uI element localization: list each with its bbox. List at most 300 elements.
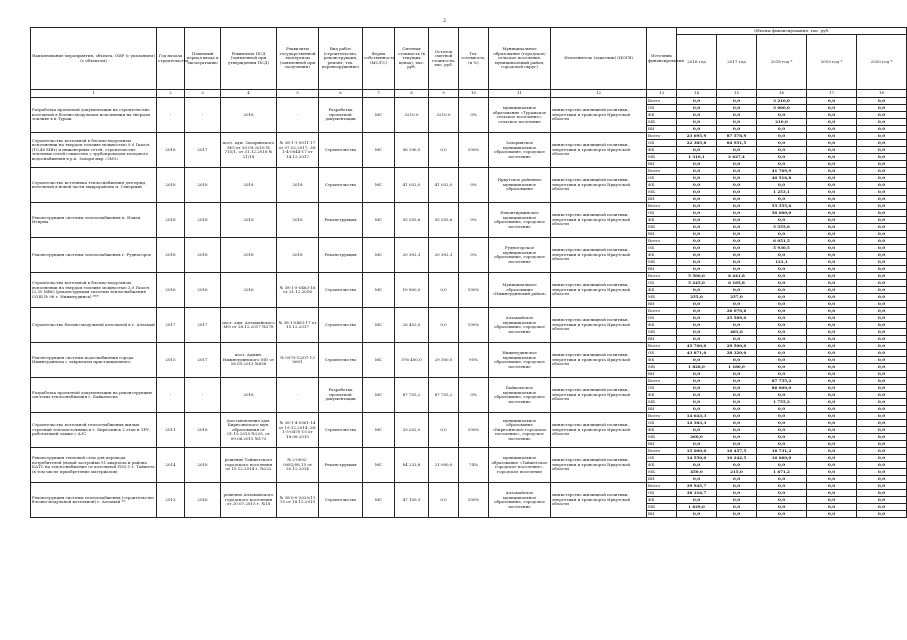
remaining-cost: 87 755,2: [429, 378, 459, 413]
funding-source: Всего: [647, 413, 677, 420]
funding-value: 0,0: [717, 511, 757, 518]
header-cell: Муниципальное образование (городское/сельское поселение, муниципальный район, городской округ): [489, 28, 551, 90]
municipality: Нижнеудинское муниципальное образование, городское поселение: [489, 343, 551, 378]
executor: министерство жилищной политики, энергетики и транспорта Иркутской области: [551, 378, 647, 413]
object-name: Строительство котельной в блочно-модульном исполнении на твердом топливе мощностью 9,0 Гкал/ч (10,46 МВт) и инженерных сетей, строительство тепловых сетей совместно с трубопроводом холодного водоснабжения в р.п. Залари мкр «ЗМЗ»: [31, 133, 157, 168]
funding-value: 0,0: [757, 231, 807, 238]
funding-value: 0,0: [717, 266, 757, 273]
funding-value: 22 385,8: [677, 140, 717, 147]
funding-value: 0,0: [677, 378, 717, 385]
funding-value: 0,0: [757, 315, 807, 322]
funding-source: Всего: [647, 203, 677, 210]
funding-value: 0,0: [807, 126, 857, 133]
funding-value: 0,0: [857, 455, 907, 462]
remaining-cost: 21 000,0: [429, 448, 459, 483]
funding-value: 0,0: [757, 420, 807, 427]
funding-value: 0,0: [757, 112, 807, 119]
work-type: Строительство: [319, 308, 363, 343]
funding-source: ВИ: [647, 371, 677, 378]
funding-value: 0,0: [857, 504, 907, 511]
funding-value: 0,0: [757, 252, 807, 259]
object-name: Реконструкция системы теплоснабжения г. Рудногорск: [31, 238, 157, 273]
funding-value: 0,0: [717, 483, 757, 490]
funding-value: 0,0: [717, 119, 757, 126]
funding-source: Всего: [647, 273, 677, 280]
psd-details: 2018: [221, 203, 277, 238]
funding-value: 0,0: [677, 252, 717, 259]
executor: министерство жилищной политики, энергетики и транспорта Иркутской области: [551, 448, 647, 483]
funding-value: 29 500,0: [717, 343, 757, 350]
funding-value: 0,0: [857, 497, 907, 504]
funding-value: 450,0: [677, 469, 717, 476]
funding-value: 0,0: [677, 147, 717, 154]
funding-value: 0,0: [807, 147, 857, 154]
funding-value: 0,0: [807, 217, 857, 224]
work-type: Строительство: [319, 133, 363, 168]
remaining-cost: 0,0: [429, 483, 459, 518]
funding-value: 0,0: [677, 462, 717, 469]
object-name: Реконструкция системы водоснабжения города Нижнеудинска с закрытием пристанционного: [31, 343, 157, 378]
funding-value: 0,0: [717, 301, 757, 308]
funding-value: 121,1: [757, 259, 807, 266]
funding-value: 0,0: [807, 105, 857, 112]
year-header: 2020 год *: [857, 35, 907, 90]
funding-value: 0,0: [857, 434, 907, 441]
funding-value: 0,0: [757, 322, 807, 329]
funding-value: 0,0: [857, 245, 907, 252]
funding-source: МБ: [647, 154, 677, 161]
expertise-details: -: [277, 98, 319, 133]
funding-value: 0,0: [677, 301, 717, 308]
table-row: [31, 448, 907, 455]
header-cell: Тех. готовность, (в %): [459, 28, 489, 90]
header-cell: Год начала строительства: [157, 28, 185, 90]
funding-source: ВИ: [647, 196, 677, 203]
funding-value: 0,0: [677, 168, 717, 175]
readiness: 0%: [459, 98, 489, 133]
funding-value: 0,0: [807, 287, 857, 294]
municipality: муниципальное образование «Тайшетское городское поселение», городское поселение: [489, 448, 551, 483]
funding-value: 14 550,0: [677, 455, 717, 462]
funding-value: 0,0: [717, 168, 757, 175]
table-header: [31, 28, 907, 90]
remaining-cost: 55 555,6: [429, 203, 459, 238]
ownership: МС: [363, 448, 395, 483]
funding-value: 0,0: [677, 322, 717, 329]
funding-value: 0,0: [807, 490, 857, 497]
column-number: 15: [717, 90, 757, 98]
header-cell: Исполнитель (заказчик) (ИОГВ): [551, 28, 647, 90]
funding-value: 215,0: [717, 469, 757, 476]
funding-value: 0,0: [857, 371, 907, 378]
funding-source: МБ: [647, 224, 677, 231]
funding-value: 0,0: [807, 420, 857, 427]
funding-value: 1 755,2: [757, 399, 807, 406]
psd-details: решение Алзамайского городского поселения от 20.07.2015 г. №18: [221, 483, 277, 518]
funding-value: 0,0: [717, 98, 757, 105]
start-year: 2013: [157, 483, 185, 518]
funding-value: 0,0: [807, 175, 857, 182]
psd-details: (постановление адм. Бирюсинского мун. образования от 01.19.2015 №225, от 09.06.2015 №173: [221, 413, 277, 448]
table-row: [31, 413, 907, 420]
table-row: [31, 168, 907, 175]
column-number: 2: [157, 90, 185, 98]
estimated-cost: 96 296,5: [395, 133, 429, 168]
commission-period: 2018: [185, 238, 221, 273]
executor: министерство жилищной политики, энергетики и транспорта Иркутской области: [551, 238, 647, 273]
commission-period: 2016: [185, 483, 221, 518]
expertise-details: 2018: [277, 203, 319, 238]
object-name: Строительство котельной в блочно-модульном исполнении на твердом топливе мощностью 3,0 Гкал/ч (2,35 МВт) (реконструкция системы теплоснабжения СОШ № 98 г. Нижнеудинск) ***: [31, 273, 157, 308]
funding-value: 0,0: [717, 476, 757, 483]
funding-source: Всего: [647, 168, 677, 175]
funding-value: 0,0: [857, 287, 907, 294]
funding-value: 0,0: [677, 287, 717, 294]
column-number: 8: [395, 90, 429, 98]
funding-value: 5 245,0: [677, 280, 717, 287]
funding-value: 0,0: [717, 504, 757, 511]
column-number: 16: [757, 90, 807, 98]
psd-details: 2018: [221, 238, 277, 273]
funding-value: 0,0: [717, 406, 757, 413]
funding-value: 0,0: [807, 413, 857, 420]
funding-value: 0,0: [807, 371, 857, 378]
start-year: 2016: [157, 273, 185, 308]
funding-value: 0,0: [717, 357, 757, 364]
funding-value: 0,0: [857, 266, 907, 273]
remaining-cost: 29 300,0: [429, 343, 459, 378]
funding-source: ФБ: [647, 462, 677, 469]
funding-source: МБ: [647, 434, 677, 441]
column-number: 18: [857, 90, 907, 98]
remaining-cost: 41 032,0: [429, 168, 459, 203]
funding-value: 0,0: [717, 147, 757, 154]
object-name: Реконструкция тепловой сети для перевода потребителей (новой застройки 51 квартала и района БАТС на теплоснабжение от котельной ПЭ2-1 г. Тайшета (в том числе приобретение материалов): [31, 448, 157, 483]
funding-value: 0,0: [857, 301, 907, 308]
funding-value: 16 060,0: [757, 455, 807, 462]
funding-value: 0,0: [857, 168, 907, 175]
funding-value: 28 320,0: [717, 350, 757, 357]
psd-details: 2016: [221, 273, 277, 308]
municipality: Байкальское муниципальное образование, городское поселение: [489, 378, 551, 413]
commission-period: 2018: [185, 448, 221, 483]
funding-value: 87 578,9: [717, 133, 757, 140]
funding-source: ВИ: [647, 511, 677, 518]
remaining-cost: 3210,0: [429, 98, 459, 133]
psd-details: 2018: [221, 378, 277, 413]
funding-value: 2 627,4: [717, 154, 757, 161]
funding-value: 0,0: [757, 511, 807, 518]
funding-value: 0,0: [857, 343, 907, 350]
funding-value: 0,0: [717, 203, 757, 210]
funding-value: 0,0: [677, 329, 717, 336]
funding-value: 0,0: [677, 238, 717, 245]
funding-value: 0,0: [757, 133, 807, 140]
funding-value: 0,0: [677, 196, 717, 203]
object-name: Реконструкция системы теплоснабжения (строительство блочно-модульной котельной) г. Алзамай **: [31, 483, 157, 518]
funding-value: 3 210,0: [757, 98, 807, 105]
expertise-details: № 38-0-0-2020/11 15 от 18.12.2015: [277, 483, 319, 518]
object-name: Реконструкция системы теплоснабжения п. Новая Игирма: [31, 203, 157, 238]
funding-source: ФБ: [647, 357, 677, 364]
funding-value: 0,0: [757, 371, 807, 378]
funding-source: ФБ: [647, 147, 677, 154]
funding-value: 0,0: [857, 420, 907, 427]
funding-value: 0,0: [807, 189, 857, 196]
commission-period: 2018: [185, 168, 221, 203]
header-cell: Реквизиты государственной экспертизы (заявленной при получении): [277, 28, 319, 90]
ownership: МС: [363, 273, 395, 308]
funding-value: 0,0: [857, 413, 907, 420]
funding-value: 0,0: [757, 406, 807, 413]
funding-value: 0,0: [677, 231, 717, 238]
funding-value: 0,0: [807, 245, 857, 252]
funding-value: 0,0: [857, 161, 907, 168]
header-cell: Форма собственности (МС/ГС): [363, 28, 395, 90]
funding-value: 84 951,5: [717, 140, 757, 147]
funding-value: 0,0: [677, 210, 717, 217]
start-year: 2016: [157, 133, 185, 168]
funding-value: 23 695,9: [677, 133, 717, 140]
funding-value: 0,0: [807, 133, 857, 140]
funding-value: 0,0: [857, 357, 907, 364]
funding-value: 0,0: [717, 420, 757, 427]
funding-value: 0,0: [807, 399, 857, 406]
remaining-cost: 20 392,1: [429, 238, 459, 273]
funding-value: 0,0: [677, 126, 717, 133]
funding-source: ОБ: [647, 455, 677, 462]
work-type: Строительство: [319, 343, 363, 378]
funding-value: 1 253,1: [757, 189, 807, 196]
funding-source: Всего: [647, 308, 677, 315]
funding-value: 0,0: [717, 224, 757, 231]
commission-period: -: [185, 378, 221, 413]
start-year: 2011: [157, 413, 185, 448]
psd-details: пост. Админ. Нижнеудинского МО от 16.09.2013 №658: [221, 343, 277, 378]
funding-value: 6 441,8: [717, 273, 757, 280]
funding-value: 0,0: [807, 168, 857, 175]
work-type: Реконструкция: [319, 203, 363, 238]
header-cell: Реквизиты ПСД (заявленной при утверждении ПСД): [221, 28, 277, 90]
column-number: 6: [319, 90, 363, 98]
funding-value: 0,0: [677, 427, 717, 434]
funding-value: 0,0: [807, 427, 857, 434]
funding-value: 0,0: [677, 105, 717, 112]
funding-value: 1 671,2: [757, 469, 807, 476]
funding-value: 0,0: [857, 112, 907, 119]
funding-value: 10 242,5: [717, 455, 757, 462]
funding-value: 0,0: [757, 329, 807, 336]
ownership: МС: [363, 413, 395, 448]
funding-value: 0,0: [717, 413, 757, 420]
funding-value: 0,0: [717, 385, 757, 392]
readiness: 0%: [459, 378, 489, 413]
funding-value: 14 383,3: [677, 420, 717, 427]
funding-value: 0,0: [807, 119, 857, 126]
table-row: [31, 133, 907, 140]
funding-value: 0,0: [757, 140, 807, 147]
funding-value: 0,0: [857, 399, 907, 406]
estimated-cost: 87 755,2: [395, 378, 429, 413]
executor: министерство жилищной политики, энергетики и транспорта Иркутской области: [551, 483, 647, 518]
funding-value: 0,0: [717, 497, 757, 504]
funding-value: 0,0: [807, 273, 857, 280]
estimated-cost: 41 032,0: [395, 168, 429, 203]
funding-value: 0,0: [807, 315, 857, 322]
funding-value: 0,0: [857, 189, 907, 196]
funding-value: 0,0: [677, 406, 717, 413]
table-row: [31, 98, 907, 105]
funding-value: 0,0: [857, 280, 907, 287]
ownership: МС: [363, 203, 395, 238]
funding-value: 0,0: [857, 273, 907, 280]
readiness: 100%: [459, 483, 489, 518]
work-type: Реконструкция: [319, 238, 363, 273]
column-number: 17: [807, 90, 857, 98]
funding-value: 0,0: [807, 140, 857, 147]
funding-value: 0,0: [717, 392, 757, 399]
funding-value: 86 000,0: [757, 385, 807, 392]
funding-value: 1 310,1: [677, 154, 717, 161]
funding-source: ОБ: [647, 420, 677, 427]
funding-value: 0,0: [807, 98, 857, 105]
funding-value: 0,0: [857, 392, 907, 399]
estimated-cost: 3210,0: [395, 98, 429, 133]
commission-period: -: [185, 98, 221, 133]
funding-source: Всего: [647, 448, 677, 455]
municipality: Муниципальное образование «Нижнеудинский район»: [489, 273, 551, 308]
start-year: 2014: [157, 448, 185, 483]
expertise-details: 2018: [277, 168, 319, 203]
funding-value: 0,0: [807, 448, 857, 455]
funding-value: 0,0: [717, 490, 757, 497]
funding-value: 0,0: [857, 476, 907, 483]
funding-value: 0,0: [757, 280, 807, 287]
funding-value: 0,0: [857, 147, 907, 154]
funding-value: 0,0: [857, 252, 907, 259]
municipality: Рудногорское муниципальное образование, городское поселение: [489, 238, 551, 273]
funding-value: 0,0: [757, 126, 807, 133]
column-number: 4: [221, 90, 277, 98]
column-number: 10: [459, 90, 489, 98]
funding-value: 14 643,3: [677, 413, 717, 420]
funding-value: 5 555,6: [757, 224, 807, 231]
column-number: 13: [647, 90, 677, 98]
funding-value: 0,0: [757, 273, 807, 280]
funding-source: ФБ: [647, 322, 677, 329]
funding-source: МБ: [647, 294, 677, 301]
ownership: МС: [363, 483, 395, 518]
funding-value: 0,0: [717, 189, 757, 196]
header-cell: Остаток сметной стоимости, тыс. руб.: [429, 28, 459, 90]
funding-value: 40 516,8: [757, 175, 807, 182]
funding-value: 1 629,0: [677, 504, 717, 511]
funding-value: 0,0: [807, 231, 857, 238]
funding-source: ОБ: [647, 350, 677, 357]
funding-value: 0,0: [717, 462, 757, 469]
funding-value: 0,0: [857, 322, 907, 329]
table-row: [31, 308, 907, 315]
estimated-cost: 47 109,3: [395, 483, 429, 518]
municipality: Алзамайское муниципальное образование, городское поселение: [489, 483, 551, 518]
funding-value: 0,0: [717, 399, 757, 406]
funding-value: 0,0: [857, 406, 907, 413]
readiness: 100%: [459, 273, 489, 308]
funding-source: ОБ: [647, 315, 677, 322]
funding-value: 0,0: [807, 252, 857, 259]
estimated-cost: 20 392,1: [395, 238, 429, 273]
municipality: Алзамайское муниципальное образование, городское поселение: [489, 308, 551, 343]
readiness: 95%: [459, 343, 489, 378]
funding-value: 39 945,7: [677, 483, 717, 490]
table-row: [31, 483, 907, 490]
funding-source: МБ: [647, 329, 677, 336]
start-year: 2018: [157, 168, 185, 203]
work-type: Разработка проектной документации: [319, 98, 363, 133]
funding-source: ФБ: [647, 392, 677, 399]
funding-source: ФБ: [647, 252, 677, 259]
table-row: [31, 273, 907, 280]
funding-value: 15 000,0: [677, 448, 717, 455]
work-type: Строительство: [319, 168, 363, 203]
municipality: Заларинское муниципальное образование, городское поселение: [489, 133, 551, 168]
funding-value: 0,0: [757, 161, 807, 168]
estimated-cost: 576 400,0: [395, 343, 429, 378]
funding-source: МБ: [647, 504, 677, 511]
psd-details: пост. адм. Заларинского МО от 30.09.2016 № 715/1, от 31.12.2016 № 21/18: [221, 133, 277, 168]
municipality: Иркутское районное муниципальное образование: [489, 168, 551, 203]
funding-value: 6 051,5: [757, 238, 807, 245]
funding-value: 255,0: [677, 294, 717, 301]
funding-value: 0,0: [857, 378, 907, 385]
commission-period: 2017: [185, 133, 221, 168]
readiness: 0%: [459, 168, 489, 203]
funding-value: 0,0: [857, 196, 907, 203]
funding-value: 0,0: [677, 511, 717, 518]
remaining-cost: 0,0: [429, 273, 459, 308]
municipality: муниципальное образование «Бирюсинское городское поселение», городское поселение: [489, 413, 551, 448]
readiness: 100%: [459, 308, 489, 343]
funding-value: 0,0: [717, 217, 757, 224]
municipality: Новоигирминское муниципальное образование, городское поселение: [489, 203, 551, 238]
funding-value: 0,0: [677, 441, 717, 448]
funding-value: 0,0: [677, 98, 717, 105]
funding-source: ВИ: [647, 161, 677, 168]
start-year: -: [157, 98, 185, 133]
funding-value: 0,0: [677, 245, 717, 252]
funding-value: 0,0: [807, 329, 857, 336]
funding-value: 0,0: [757, 476, 807, 483]
remaining-cost: 0,0: [429, 308, 459, 343]
funding-source: Всего: [647, 343, 677, 350]
funding-value: 0,0: [757, 336, 807, 343]
funding-value: 25 589,0: [717, 315, 757, 322]
funding-value: 87 755,2: [757, 378, 807, 385]
readiness: 0%: [459, 238, 489, 273]
funding-value: 1 180,0: [717, 364, 757, 371]
estimated-cost: 55 555,6: [395, 203, 429, 238]
funding-source: ОБ: [647, 140, 677, 147]
funding-value: 0,0: [807, 406, 857, 413]
funding-value: 0,0: [757, 462, 807, 469]
funding-value: 0,0: [857, 483, 907, 490]
column-number: 3: [185, 90, 221, 98]
funding-value: 0,0: [677, 266, 717, 273]
funding-value: 0,0: [717, 371, 757, 378]
funding-value: 0,0: [717, 231, 757, 238]
funding-value: 0,0: [757, 154, 807, 161]
funding-source: ФБ: [647, 287, 677, 294]
